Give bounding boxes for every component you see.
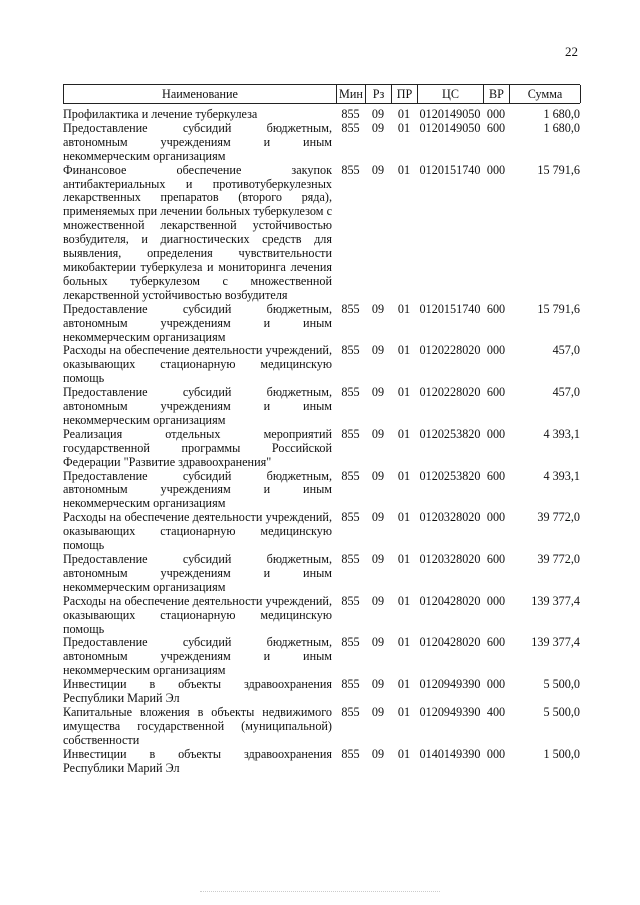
row-pr: 01 [397, 593, 411, 608]
row-min: 855 [341, 677, 360, 692]
row-cs: 0120253820 [419, 468, 481, 483]
row-cs: 0120328020 [419, 552, 481, 566]
row-min: 855 [341, 107, 360, 121]
row-name: Финансовое обеспечение закупок антибактериальных и противотуберкулезных лекарственных препаратов (второго ряда), применяемых при лечении больных туберкулезом с множественной лекарственной устойчивостью возбудителя, и диагностических средств для выявления, определения чувствительности микобактерии туберкулеза и мониторинга лечения больных туберкулезом с множественной лекарственной устойчивостью возбудителя [63, 162, 332, 302]
row-cs: 0120428020 [419, 593, 481, 608]
row-min: 855 [341, 301, 360, 316]
table-row [63, 636, 580, 678]
row-min: 855 [341, 120, 360, 135]
row-min: 855 [341, 468, 360, 483]
row-pr: 01 [397, 120, 411, 135]
row-vr: 000 [486, 107, 506, 121]
row-rz: 09 [371, 468, 385, 483]
row-rz: 09 [371, 593, 385, 608]
row-name: Инвестиции в объекты здравоохранения Республики Марий Эл [63, 746, 332, 775]
header-vr: ВР [484, 85, 510, 103]
row-min: 855 [341, 162, 360, 177]
table-row [63, 511, 580, 553]
row-vr: 000 [486, 593, 506, 608]
row-sum: 457,0 [552, 343, 580, 358]
row-min: 855 [341, 552, 360, 566]
bottom-scan-mark [200, 891, 440, 892]
row-pr: 01 [397, 552, 411, 566]
row-sum: 39 772,0 [537, 552, 580, 566]
row-min: 855 [341, 385, 360, 400]
row-sum: 139 377,4 [531, 635, 580, 650]
row-sum: 15 791,6 [537, 301, 580, 316]
row-sum: 39 772,0 [537, 510, 580, 525]
row-rz: 09 [371, 162, 385, 177]
row-pr: 01 [397, 677, 411, 692]
row-vr: 000 [486, 426, 506, 441]
row-rz: 09 [371, 746, 385, 761]
row-vr: 000 [486, 510, 506, 525]
row-cs: 0120228020 [419, 343, 481, 358]
row-name: Реализация отдельных мероприятий государственной программы Российской Федерации "Развитие здравоохранения" [63, 426, 332, 469]
row-name: Предоставление субсидий бюджетным, автономным учреждениям и иным некоммерческим организациям [63, 552, 332, 594]
row-vr: 600 [486, 385, 506, 400]
row-min: 855 [341, 746, 360, 761]
row-cs: 0120253820 [419, 426, 481, 441]
row-pr: 01 [397, 704, 411, 719]
row-cs: 0120949390 [419, 704, 481, 719]
row-name: Предоставление субсидий бюджетным, автономным учреждениям и иным некоммерческим организациям [63, 468, 332, 511]
row-pr: 01 [397, 510, 411, 525]
row-name: Предоставление субсидий бюджетным, автономным учреждениям и иным некоммерческим организациям [63, 635, 332, 678]
row-vr: 000 [486, 162, 506, 177]
row-sum: 4 393,1 [543, 426, 580, 441]
row-sum: 5 500,0 [543, 677, 580, 692]
page-number: 22 [565, 44, 578, 59]
row-name: Предоставление субсидий бюджетным, автономным учреждениям и иным некоммерческим организациям [63, 120, 332, 163]
row-vr: 600 [486, 552, 506, 566]
row-pr: 01 [397, 746, 411, 761]
row-vr: 000 [486, 746, 506, 761]
row-rz: 09 [371, 385, 385, 400]
row-rz: 09 [371, 635, 385, 650]
row-rz: 09 [371, 510, 385, 525]
row-vr: 400 [486, 704, 506, 719]
header-rz: Рз [366, 85, 392, 103]
row-pr: 01 [397, 385, 411, 400]
table-header [63, 84, 580, 104]
row-pr: 01 [397, 107, 411, 121]
row-rz: 09 [371, 343, 385, 358]
row-sum: 1 680,0 [543, 120, 580, 135]
table-body [63, 108, 580, 776]
row-name: Расходы на обеспечение деятельности учреждений, оказывающих стационарную медицинскую помощь [63, 593, 332, 636]
row-vr: 000 [486, 343, 506, 358]
row-vr: 600 [486, 301, 506, 316]
header-name: Наименование [64, 85, 337, 103]
row-cs: 0120228020 [419, 385, 481, 400]
table-row [63, 706, 580, 748]
table-row [63, 164, 580, 303]
table-row [63, 108, 580, 122]
row-name: Расходы на обеспечение деятельности учреждений, оказывающих стационарную медицинскую помощь [63, 510, 332, 553]
row-name: Инвестиции в объекты здравоохранения Республики Марий Эл [63, 677, 332, 706]
row-pr: 01 [397, 426, 411, 441]
row-name: Расходы на обеспечение деятельности учреждений, оказывающих стационарную медицинскую помощь [63, 343, 332, 386]
table-row [63, 122, 580, 164]
row-cs: 0140149390 [419, 746, 481, 761]
row-rz: 09 [371, 301, 385, 316]
table-row [63, 386, 580, 428]
row-rz: 09 [371, 704, 385, 719]
row-cs: 0120949390 [419, 677, 481, 692]
table-row [63, 303, 580, 345]
row-sum: 1 680,0 [543, 107, 580, 121]
row-name: Профилактика и лечение туберкулеза [63, 107, 258, 121]
row-min: 855 [341, 635, 360, 650]
row-vr: 000 [486, 677, 506, 692]
table-row [63, 595, 580, 637]
table-row [63, 344, 580, 386]
row-sum: 457,0 [552, 385, 580, 400]
row-sum: 5 500,0 [543, 704, 580, 719]
row-rz: 09 [371, 120, 385, 135]
header-sum: Сумма [510, 85, 581, 103]
header-min: Мин [337, 85, 366, 103]
row-rz: 09 [371, 107, 385, 121]
row-pr: 01 [397, 343, 411, 358]
row-cs: 0120428020 [419, 635, 481, 650]
row-min: 855 [341, 510, 360, 525]
budget-table [63, 84, 580, 776]
row-min: 855 [341, 704, 360, 719]
row-pr: 01 [397, 468, 411, 483]
row-rz: 09 [371, 552, 385, 566]
row-sum: 139 377,4 [531, 593, 580, 608]
row-cs: 0120328020 [419, 510, 481, 525]
row-rz: 09 [371, 426, 385, 441]
row-rz: 09 [371, 677, 385, 692]
header-cs: ЦС [418, 85, 484, 103]
row-vr: 600 [486, 120, 506, 135]
row-cs: 0120151740 [419, 162, 481, 177]
row-pr: 01 [397, 301, 411, 316]
table-row [63, 428, 580, 470]
row-name: Предоставление субсидий бюджетным, автономным учреждениям и иным некоммерческим организациям [63, 301, 332, 344]
row-cs: 0120151740 [419, 301, 481, 316]
row-name: Капитальные вложения в объекты недвижимого имущества государственной (муниципальной) собственности [63, 704, 332, 747]
table-row [63, 553, 580, 595]
table-row [63, 678, 580, 706]
row-min: 855 [341, 343, 360, 358]
row-sum: 1 500,0 [543, 746, 580, 761]
header-pr: ПР [392, 85, 418, 103]
row-cs: 0120149050 [419, 107, 481, 121]
row-vr: 600 [486, 635, 506, 650]
row-cs: 0120149050 [419, 120, 481, 135]
row-sum: 4 393,1 [543, 468, 580, 483]
row-min: 855 [341, 426, 360, 441]
row-pr: 01 [397, 162, 411, 177]
row-name: Предоставление субсидий бюджетным, автономным учреждениям и иным некоммерческим организациям [63, 385, 332, 427]
row-vr: 600 [486, 468, 506, 483]
row-pr: 01 [397, 635, 411, 650]
table-row [63, 470, 580, 512]
row-min: 855 [341, 593, 360, 608]
row-sum: 15 791,6 [537, 162, 580, 177]
table-row [63, 748, 580, 776]
